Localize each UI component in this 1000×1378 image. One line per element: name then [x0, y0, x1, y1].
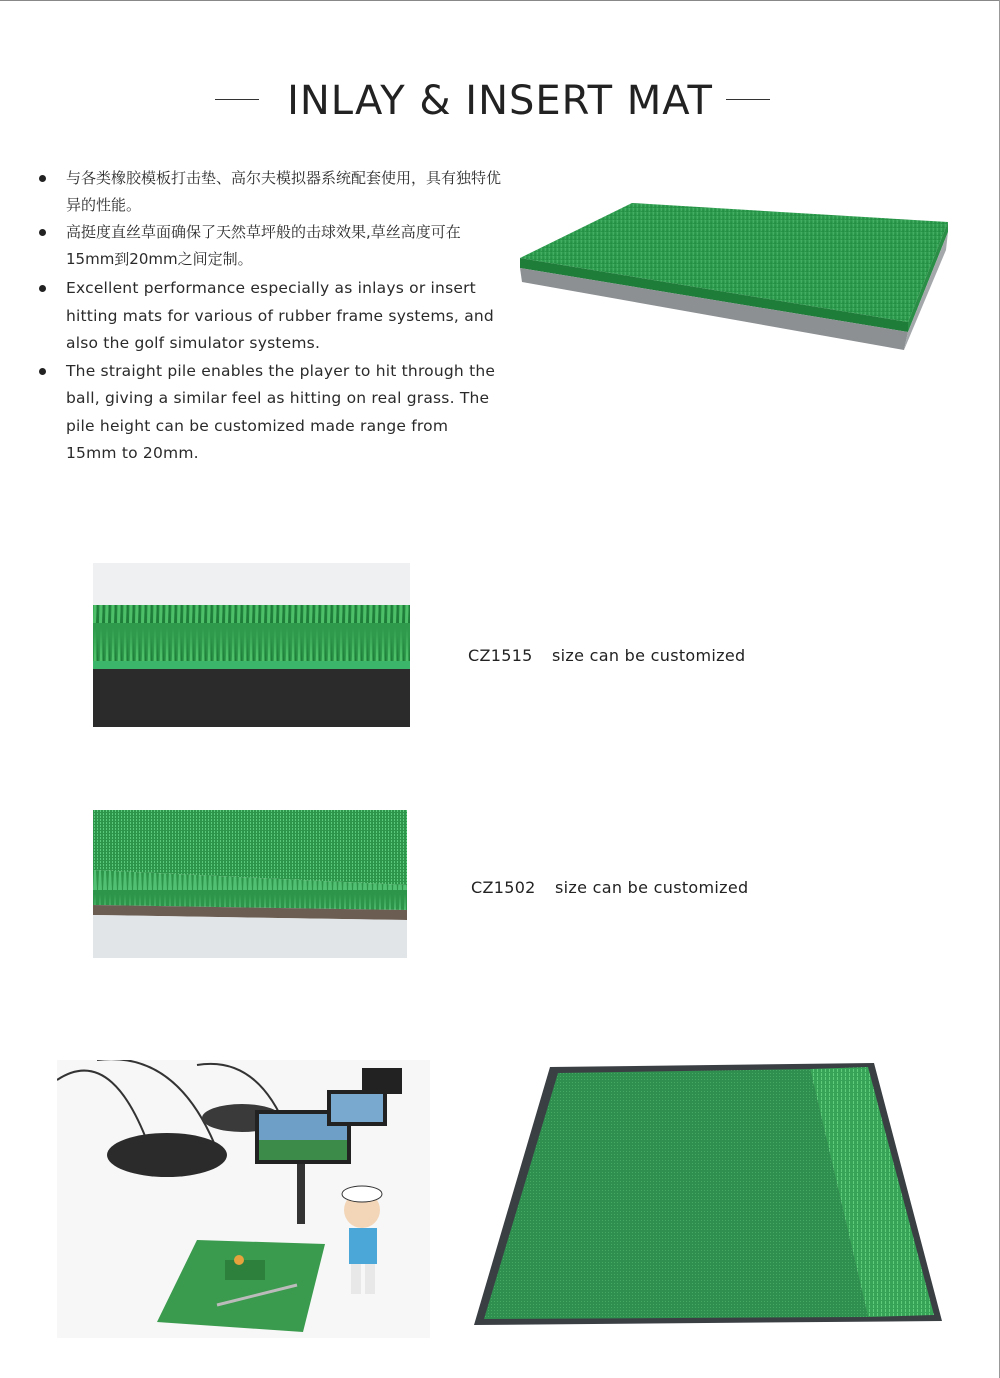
product-caption [468, 646, 745, 665]
cz1502-closeup-image [93, 810, 407, 958]
product-caption [471, 878, 748, 897]
feature-text: 与各类橡胶模板打击垫、高尔夫模拟器系统配套使用，具有独特优异的性能。 [66, 169, 502, 214]
bullet-icon [39, 229, 46, 236]
product-code: CZ1502 [471, 878, 536, 897]
feature-text: 高挺度直丝草面确保了天然草坪般的击球效果,草丝高度可在15mm到20mm之间定制。 [66, 223, 461, 268]
hitting-mat-photo [472, 1045, 970, 1335]
product-note: size can be customized [555, 878, 749, 897]
page-title: INLAY & INSERT MAT [287, 78, 713, 124]
feature-item [36, 358, 496, 468]
page-border-top [0, 0, 1000, 1]
feature-item [36, 165, 506, 219]
title-block [0, 78, 1000, 124]
feature-list [36, 165, 516, 468]
feature-text: The straight pile enables the player to hit through the ball, giving a similar feel as hitting on real grass. The pile height can be customized made range from 15mm to 20mm. [66, 361, 496, 462]
feature-item [36, 219, 466, 273]
product-note: size can be customized [552, 646, 746, 665]
feature-text: Excellent performance especially as inlays or insert hitting mats for various of rubber frame systems, and also the golf simulator systems. [66, 279, 494, 352]
bullet-icon [39, 285, 46, 292]
title-rule-right [726, 99, 770, 100]
bullet-icon [39, 175, 46, 182]
cz1515-closeup-image [93, 563, 410, 727]
feature-item [36, 275, 506, 358]
product-code: CZ1515 [468, 646, 533, 665]
bullet-icon [39, 368, 46, 375]
inlay-mat-image [512, 200, 952, 370]
golf-simulator-illustration [57, 1060, 430, 1338]
